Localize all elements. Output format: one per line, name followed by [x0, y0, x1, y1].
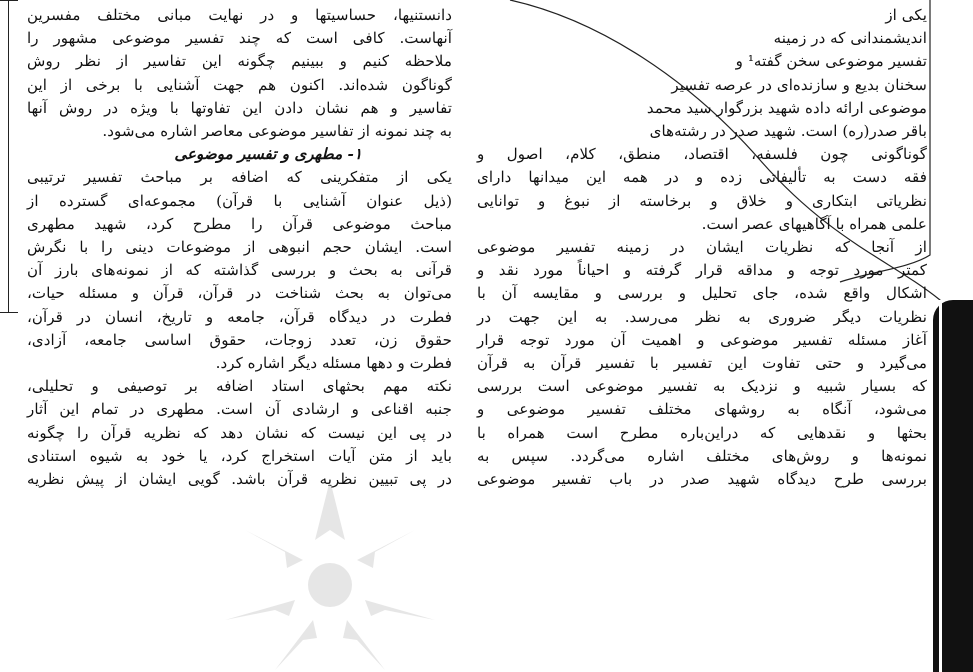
text-line: اشکال واقع شده، جای تحلیل و بررسی و مقایسه آن با	[477, 284, 927, 303]
text-line: گوناگون شده‌اند. اکنون هم جهت آشنایی با برخی از این	[27, 75, 452, 94]
text-line: تفسیر موضوعی سخن گفته¹ و	[735, 52, 927, 71]
text-line: گوناگونی چون فلسفه، اقتصاد، منطق، کلام، اصول و	[477, 145, 927, 164]
text-line: آغاز مسئله تفسیر موضوعی و اهمیت آن مورد توجه قرار	[477, 330, 927, 349]
section-heading: ۱- مطهری و تفسیر موضوعی	[174, 145, 362, 164]
text-line: در پی این نیست که نشان دهد که نظریه قرآن را چگونه	[27, 423, 452, 442]
text-line: آنهاست. کافی است که چند تفسیر موضوعی مشهور را	[27, 29, 452, 48]
frame-line-top	[0, 0, 18, 1]
page-edge-tab	[933, 300, 973, 672]
text-line: اندیشمندانی که در زمینه	[773, 29, 927, 48]
text-line: باید از متن آیات استخراج کرد، یا خود به شیوه استنادی	[27, 446, 452, 465]
text-line: نکته مهم بحثهای استاد اضافه بر توصیفی و تحلیلی،	[27, 377, 452, 396]
text-line: فطرت در دیدگاه قرآن، جامعه و تاریخ، انسان در قرآن،	[27, 307, 452, 326]
text-line: یکی از	[885, 6, 927, 24]
text-line: است. ایشان حجم انبوهی از موضوعات دینی را با نگرش	[27, 238, 452, 257]
text-line: نظریات دیگر ضروری به نظر می‌رسد. به این جهت در	[477, 307, 927, 326]
text-line: نمونه‌ها و روش‌های مختلف اشاره می‌گردد. سپس به	[477, 446, 927, 465]
frame-line-bottom	[0, 312, 18, 313]
text-line: علمی همراه با آگاهیهای عصر است.	[701, 214, 927, 233]
text-line: می‌شود، آنگاه به روشهای مختلف تفسیر موضوعی و	[477, 400, 927, 419]
right-text-column	[477, 4, 927, 491]
text-line: به چند نمونه از تفاسیر موضوعی معاصر اشاره می‌شود.	[102, 122, 452, 141]
frame-line-vertical	[8, 0, 9, 312]
text-line: یکی از متفکرینی که اضافه بر مباحث تفسیر ترتیبی	[27, 168, 452, 187]
text-line: از آنجا که نظریات ایشان در زمینه تفسیر موضوعی	[477, 238, 927, 257]
text-line: موضوعی ارائه داده شهید بزرگوار سید محمد	[646, 98, 927, 117]
text-line: در پی تبیین نظریه قرآن باشد. گویی ایشان از پیش نظریه	[27, 470, 452, 489]
text-line: بررسی طرح دیدگاه شهید صدر در باب تفسیر موضوعی	[477, 470, 927, 489]
text-line: قرآنی به بحث و بررسی گذاشته که از نمونه‌های بارز آن	[27, 261, 452, 280]
watermark-emblem	[215, 470, 445, 670]
text-line: جنبه اقناعی و ارشادی آن است. مطهری در تمام این آثار	[27, 400, 452, 419]
text-line: سخنان بدیع و سازنده‌ای در عرصه تفسیر	[671, 75, 927, 94]
text-line: تفاسیر و هم نشان دادن این تفاوتها با ویژه در روش آنها	[27, 98, 452, 117]
text-line: مباحث موضوعی قرآن را مطرح کرد، شهید مطهری	[27, 214, 452, 233]
text-line: دانستنیها، حساسیتها و در نهایت مبانی مختلف مفسرین	[27, 6, 452, 24]
text-line: حقوق زن، تعدد زوجات، حقوق اساسی جامعه، آزادی،	[27, 330, 452, 349]
text-line: (ذیل عنوان آشنایی با قرآن) مجموعه‌ای گسترده از	[27, 191, 452, 210]
text-line: که بسیار شبیه و نزدیک به تفسیر موضوعی است بررسی	[477, 377, 927, 396]
text-line: باقر صدر(ره) است. شهید صدر در رشته‌های	[649, 122, 927, 141]
left-text-column	[27, 4, 452, 491]
text-line: ملاحظه کنیم و ببینیم چگونه این تفاسیر از نظر روش	[27, 52, 452, 71]
text-line: می‌توان به بحث شناخت در قرآن، قرآن و مسئله حیات،	[27, 284, 452, 303]
text-line: بحثها و نقدهایی که دراین‌باره مطرح است همراه با	[477, 423, 927, 442]
text-line: می‌گیرد و حتی تفاوت این تفسیر با تفسیر قرآن به قرآن	[477, 354, 927, 373]
text-line: فقه دست به تألیفاتی زده و در همه این میدانها دارای	[477, 168, 927, 187]
text-line: فطرت و دهها مسئله دیگر اشاره کرد.	[215, 354, 452, 373]
text-line: کمتر مورد توجه و مداقه قرار گرفته و احیاناً مورد نقد و	[477, 261, 927, 280]
text-line: نظریاتی ابتکاری و خلاق و برخاسته از نبوغ و توانایی	[477, 191, 927, 210]
